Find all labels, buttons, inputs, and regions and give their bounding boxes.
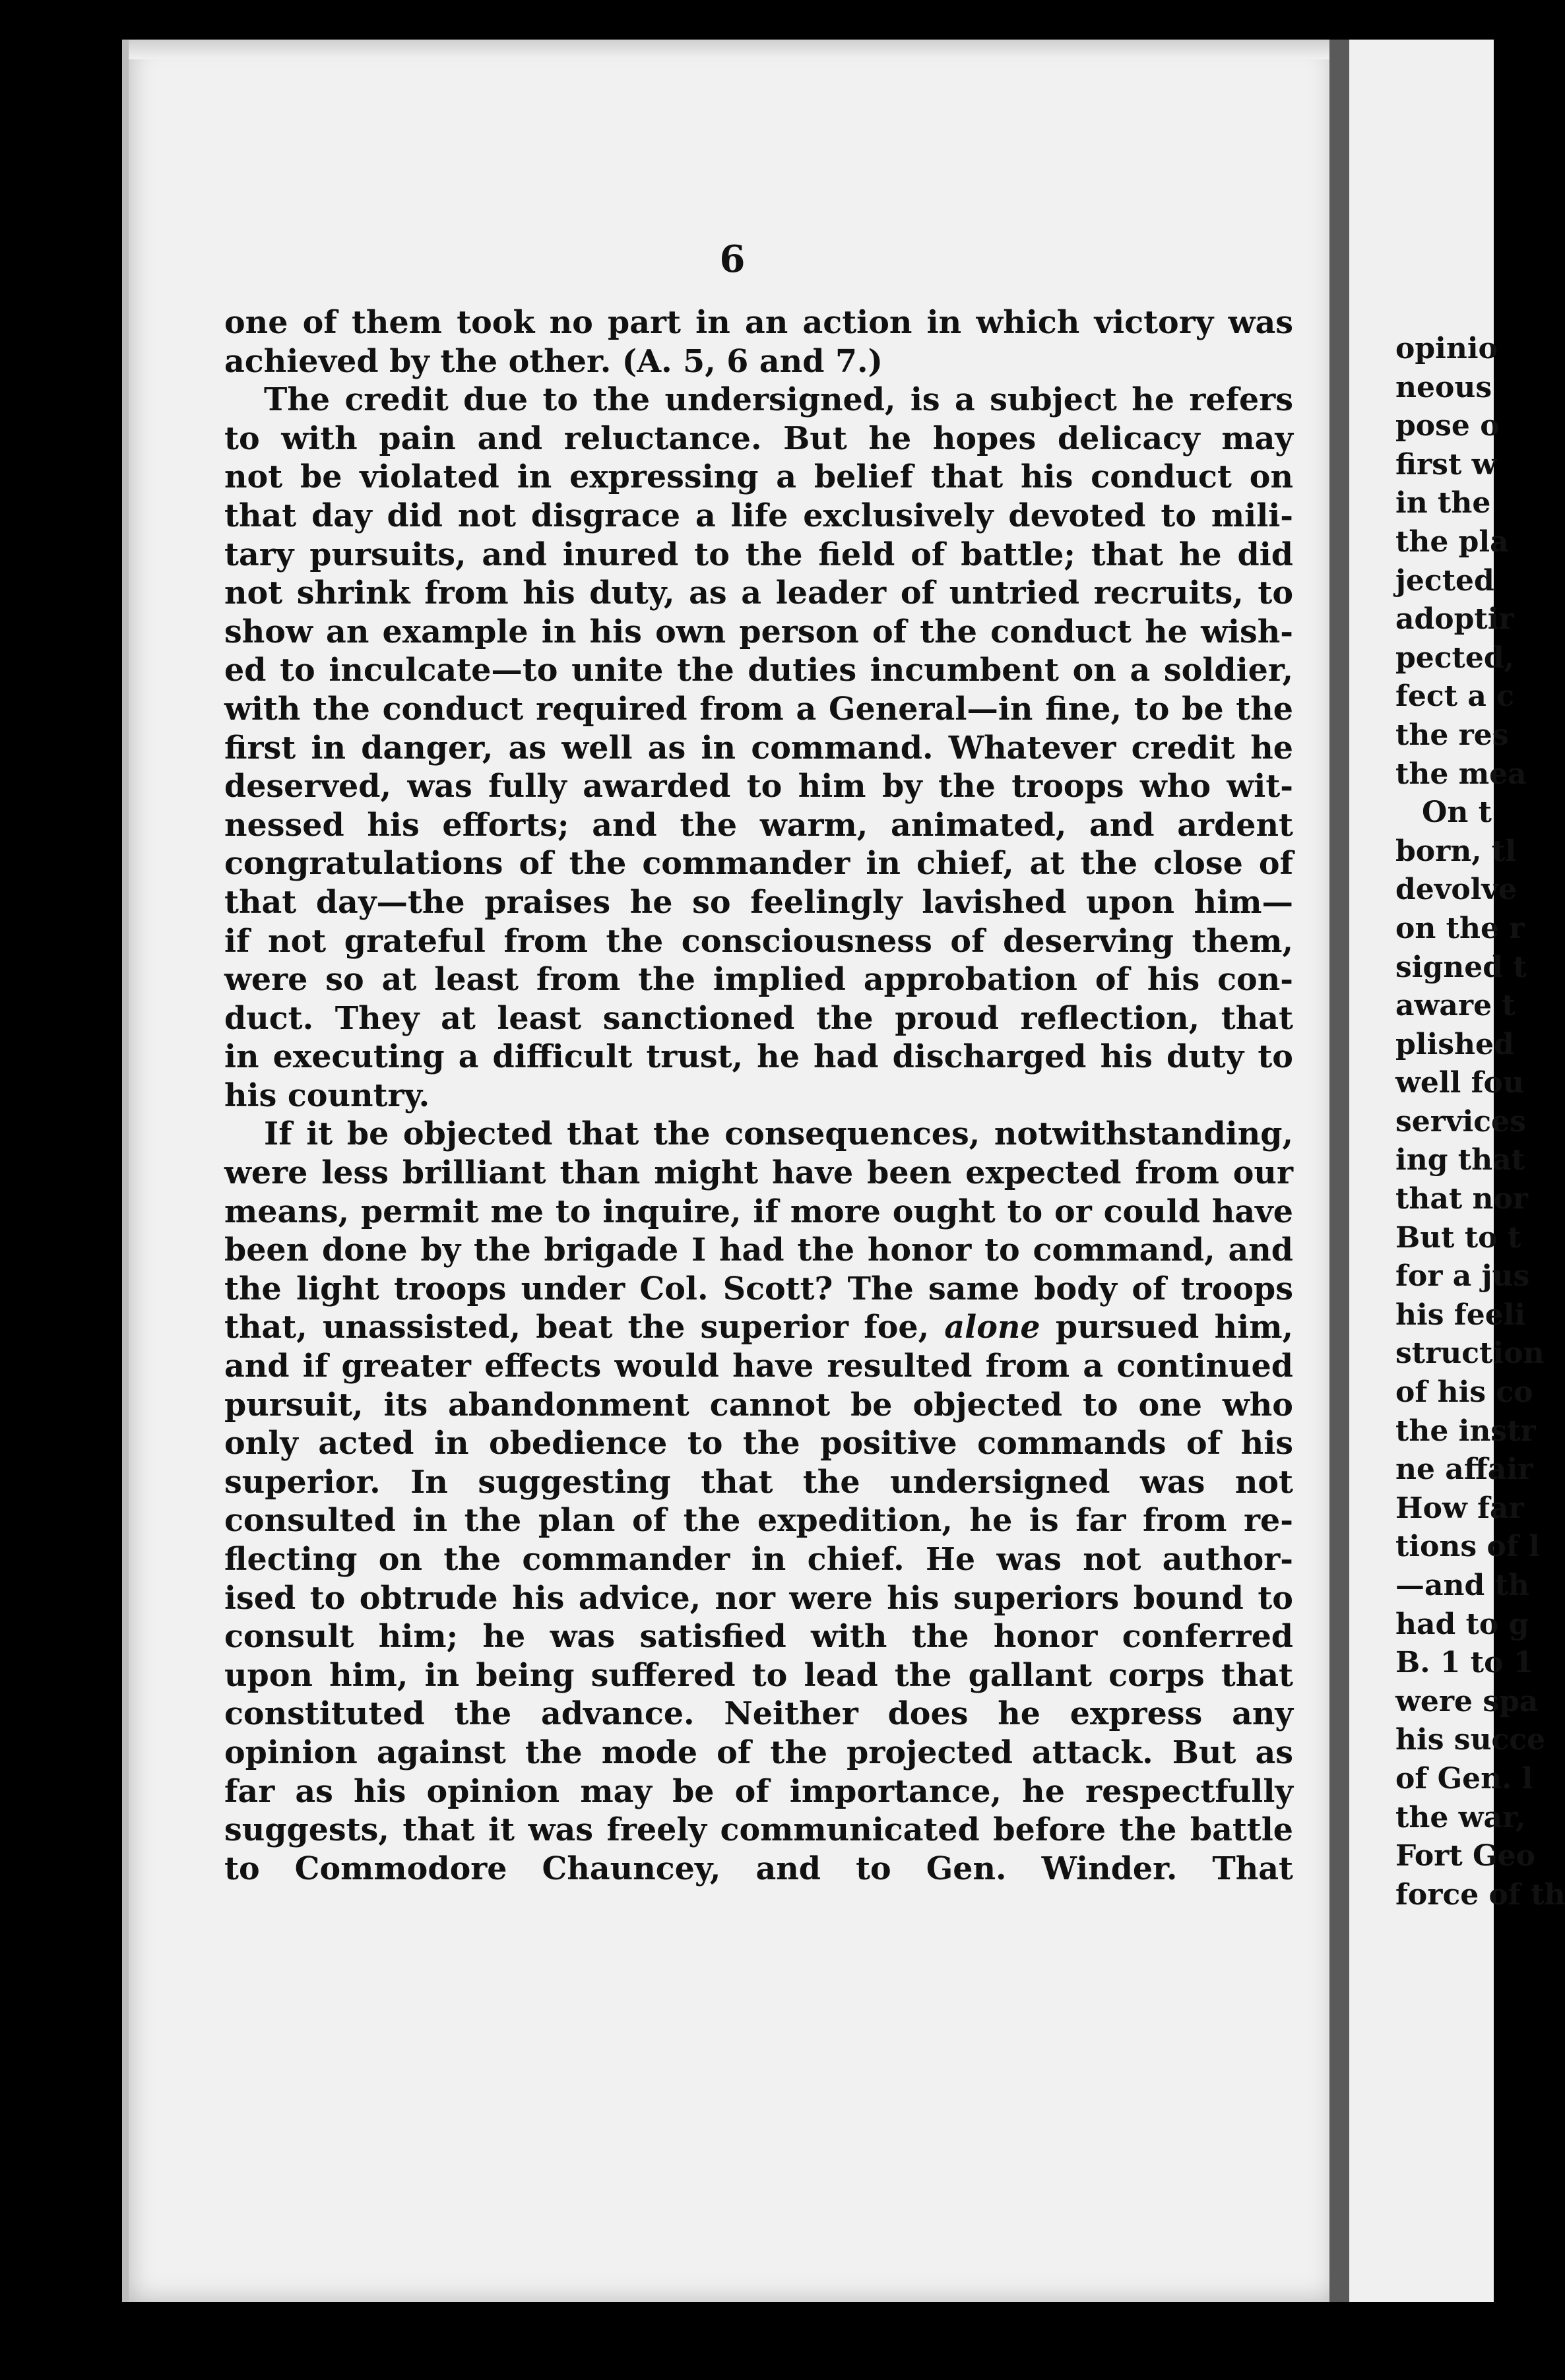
text-line: On t — [1422, 796, 1492, 830]
text-line: his country. — [224, 1077, 430, 1114]
text-line: ing that — [1395, 1143, 1525, 1177]
text-line: the mea — [1395, 757, 1527, 791]
text-line: neous — [1395, 370, 1492, 404]
text-line: signed t — [1395, 950, 1527, 984]
text-line: ed to inculcate—to unite the duties incumbent on a soldier, — [224, 652, 1293, 689]
right-page — [1349, 40, 1565, 2302]
text-line: aware t — [1395, 989, 1516, 1023]
text-line: the res — [1395, 718, 1509, 752]
text-line: adoptir — [1395, 602, 1514, 637]
line-part: that, unassisted, beat the superior foe, — [224, 1309, 930, 1346]
text-line: consulted in the plan of the expedition, he is far from re- — [224, 1502, 1293, 1540]
text-line: congratulations of the commander in chief, at the close of — [224, 845, 1293, 883]
text-line: ne affair — [1395, 1453, 1533, 1487]
line-part: pursued him, — [1055, 1309, 1293, 1346]
text-line: constituted the advance. Neither does he express any — [224, 1695, 1293, 1733]
text-line: Fort Geo — [1395, 1839, 1535, 1873]
text-line: had to g — [1395, 1607, 1529, 1641]
right-page-text — [1395, 330, 1565, 1914]
text-line: only acted in obedience to the positive commands of his — [224, 1425, 1293, 1462]
text-line: his feeli — [1395, 1298, 1526, 1332]
text-line: been done by the brigade I had the honor to command, and — [224, 1232, 1293, 1269]
text-line: pursuit, its abandonment cannot be objected to one who — [224, 1386, 1293, 1424]
text-line: upon him, in being suffered to lead the gallant corps that — [224, 1656, 1293, 1694]
text-line: services — [1395, 1104, 1526, 1139]
text-line: well fou — [1395, 1066, 1524, 1100]
text-line: far as his opinion may be of importance, he respectfully — [224, 1772, 1293, 1810]
text-line: the war, — [1395, 1800, 1526, 1834]
text-line: to with pain and reluctance. But he hopes delicacy may — [224, 420, 1293, 457]
text-line: struction — [1395, 1336, 1545, 1371]
text-line: nessed his efforts; and the warm, animated, and ardent — [224, 806, 1293, 844]
text-line: opinio — [1395, 332, 1498, 365]
text-line: the instr — [1395, 1414, 1536, 1448]
text-line: B. 1 to 1 — [1395, 1646, 1534, 1680]
text-line: devolve — [1395, 873, 1517, 907]
text-line: superior. In suggesting that the undersigned was not — [224, 1463, 1293, 1501]
text-line: of Gen. l — [1395, 1761, 1533, 1796]
text-line: that day—the praises he so feelingly lavished upon him— — [224, 883, 1293, 921]
text-line: means, permit me to inquire, if more ought to or could have — [224, 1193, 1293, 1230]
text-line: were so at least from the implied approbation of his con- — [224, 961, 1293, 999]
text-line: suggests, that it was freely communicated before the battle — [224, 1811, 1293, 1849]
body-text — [224, 303, 1293, 1888]
text-line: for a jus — [1395, 1259, 1530, 1294]
text-line: tary pursuits, and inured to the field of battle; that he did — [224, 536, 1293, 573]
text-line: achieved by the other. (A. 5, 6 and 7.) — [224, 342, 883, 380]
text-line: first in danger, as well as in command. Whatever credit he — [224, 729, 1293, 767]
text-line: were spa — [1395, 1684, 1539, 1718]
text-line: flecting on the commander in chief. He was not author- — [224, 1541, 1293, 1578]
text-line: with the conduct required from a General—in fine, to be the — [224, 690, 1293, 728]
text-line: not be violated in expressing a belief that his conduct on — [224, 458, 1293, 496]
text-line: The credit due to the undersigned, is a subject he refers — [264, 381, 1293, 419]
text-line: pose o — [1395, 409, 1500, 443]
text-line-with-italic — [224, 1308, 1293, 1347]
text-line: pected, — [1395, 641, 1514, 675]
italic-word: alone — [944, 1309, 1040, 1346]
text-line: If it be objected that the consequences, notwithstanding, — [264, 1115, 1293, 1153]
text-line: one of them took no part in an action in which victory was — [224, 304, 1293, 341]
text-line: show an example in his own person of the conduct he wish- — [224, 613, 1293, 650]
text-line: the pla — [1395, 524, 1509, 559]
text-line: in executing a difficult trust, he had discharged his duty to — [224, 1038, 1293, 1076]
text-line: to Commodore Chauncey, and to Gen. Winder. That — [224, 1850, 1293, 1887]
page-number: 6 — [719, 237, 746, 281]
text-line: duct. They at least sanctioned the proud reflection, that — [224, 999, 1293, 1037]
text-line: opinion against the mode of the projected attack. But as — [224, 1734, 1293, 1771]
page-gutter — [1329, 40, 1349, 2302]
text-line: How far — [1395, 1491, 1524, 1525]
text-line: if not grateful from the consciousness of deserving them, — [224, 922, 1293, 960]
text-line: force of th — [1395, 1877, 1565, 1912]
text-line: fect a c — [1395, 679, 1514, 714]
text-line: plished — [1395, 1027, 1514, 1061]
text-line: and if greater effects would have resulted from a continued — [224, 1348, 1293, 1385]
text-line: that day did not disgrace a life exclusively devoted to mili- — [224, 497, 1293, 534]
text-line: jected — [1395, 563, 1494, 598]
text-line: that nor — [1395, 1182, 1528, 1216]
text-line: tions of l — [1395, 1530, 1540, 1564]
text-line: in the — [1395, 486, 1491, 520]
text-line: —and th — [1395, 1569, 1529, 1602]
text-line: the light troops under Col. Scott? The same body of troops — [224, 1270, 1293, 1307]
text-line: born, tl — [1395, 834, 1516, 868]
text-line: not shrink from his duty, as a leader of untried recruits, to — [224, 575, 1293, 612]
text-line: first w — [1395, 447, 1497, 482]
text-line: his succe — [1395, 1723, 1546, 1757]
text-line: on the r — [1395, 911, 1525, 945]
text-line: deserved, was fully awarded to him by the troops who wit- — [224, 768, 1293, 805]
text-line: ised to obtrude his advice, nor were his superiors bound to — [224, 1579, 1293, 1617]
text-line: But to t — [1395, 1220, 1521, 1255]
text-line: were less brilliant than might have been expected from our — [224, 1154, 1293, 1192]
text-line: of his co — [1395, 1375, 1533, 1410]
text-line: consult him; he was satisfied with the honor conferred — [224, 1618, 1293, 1656]
